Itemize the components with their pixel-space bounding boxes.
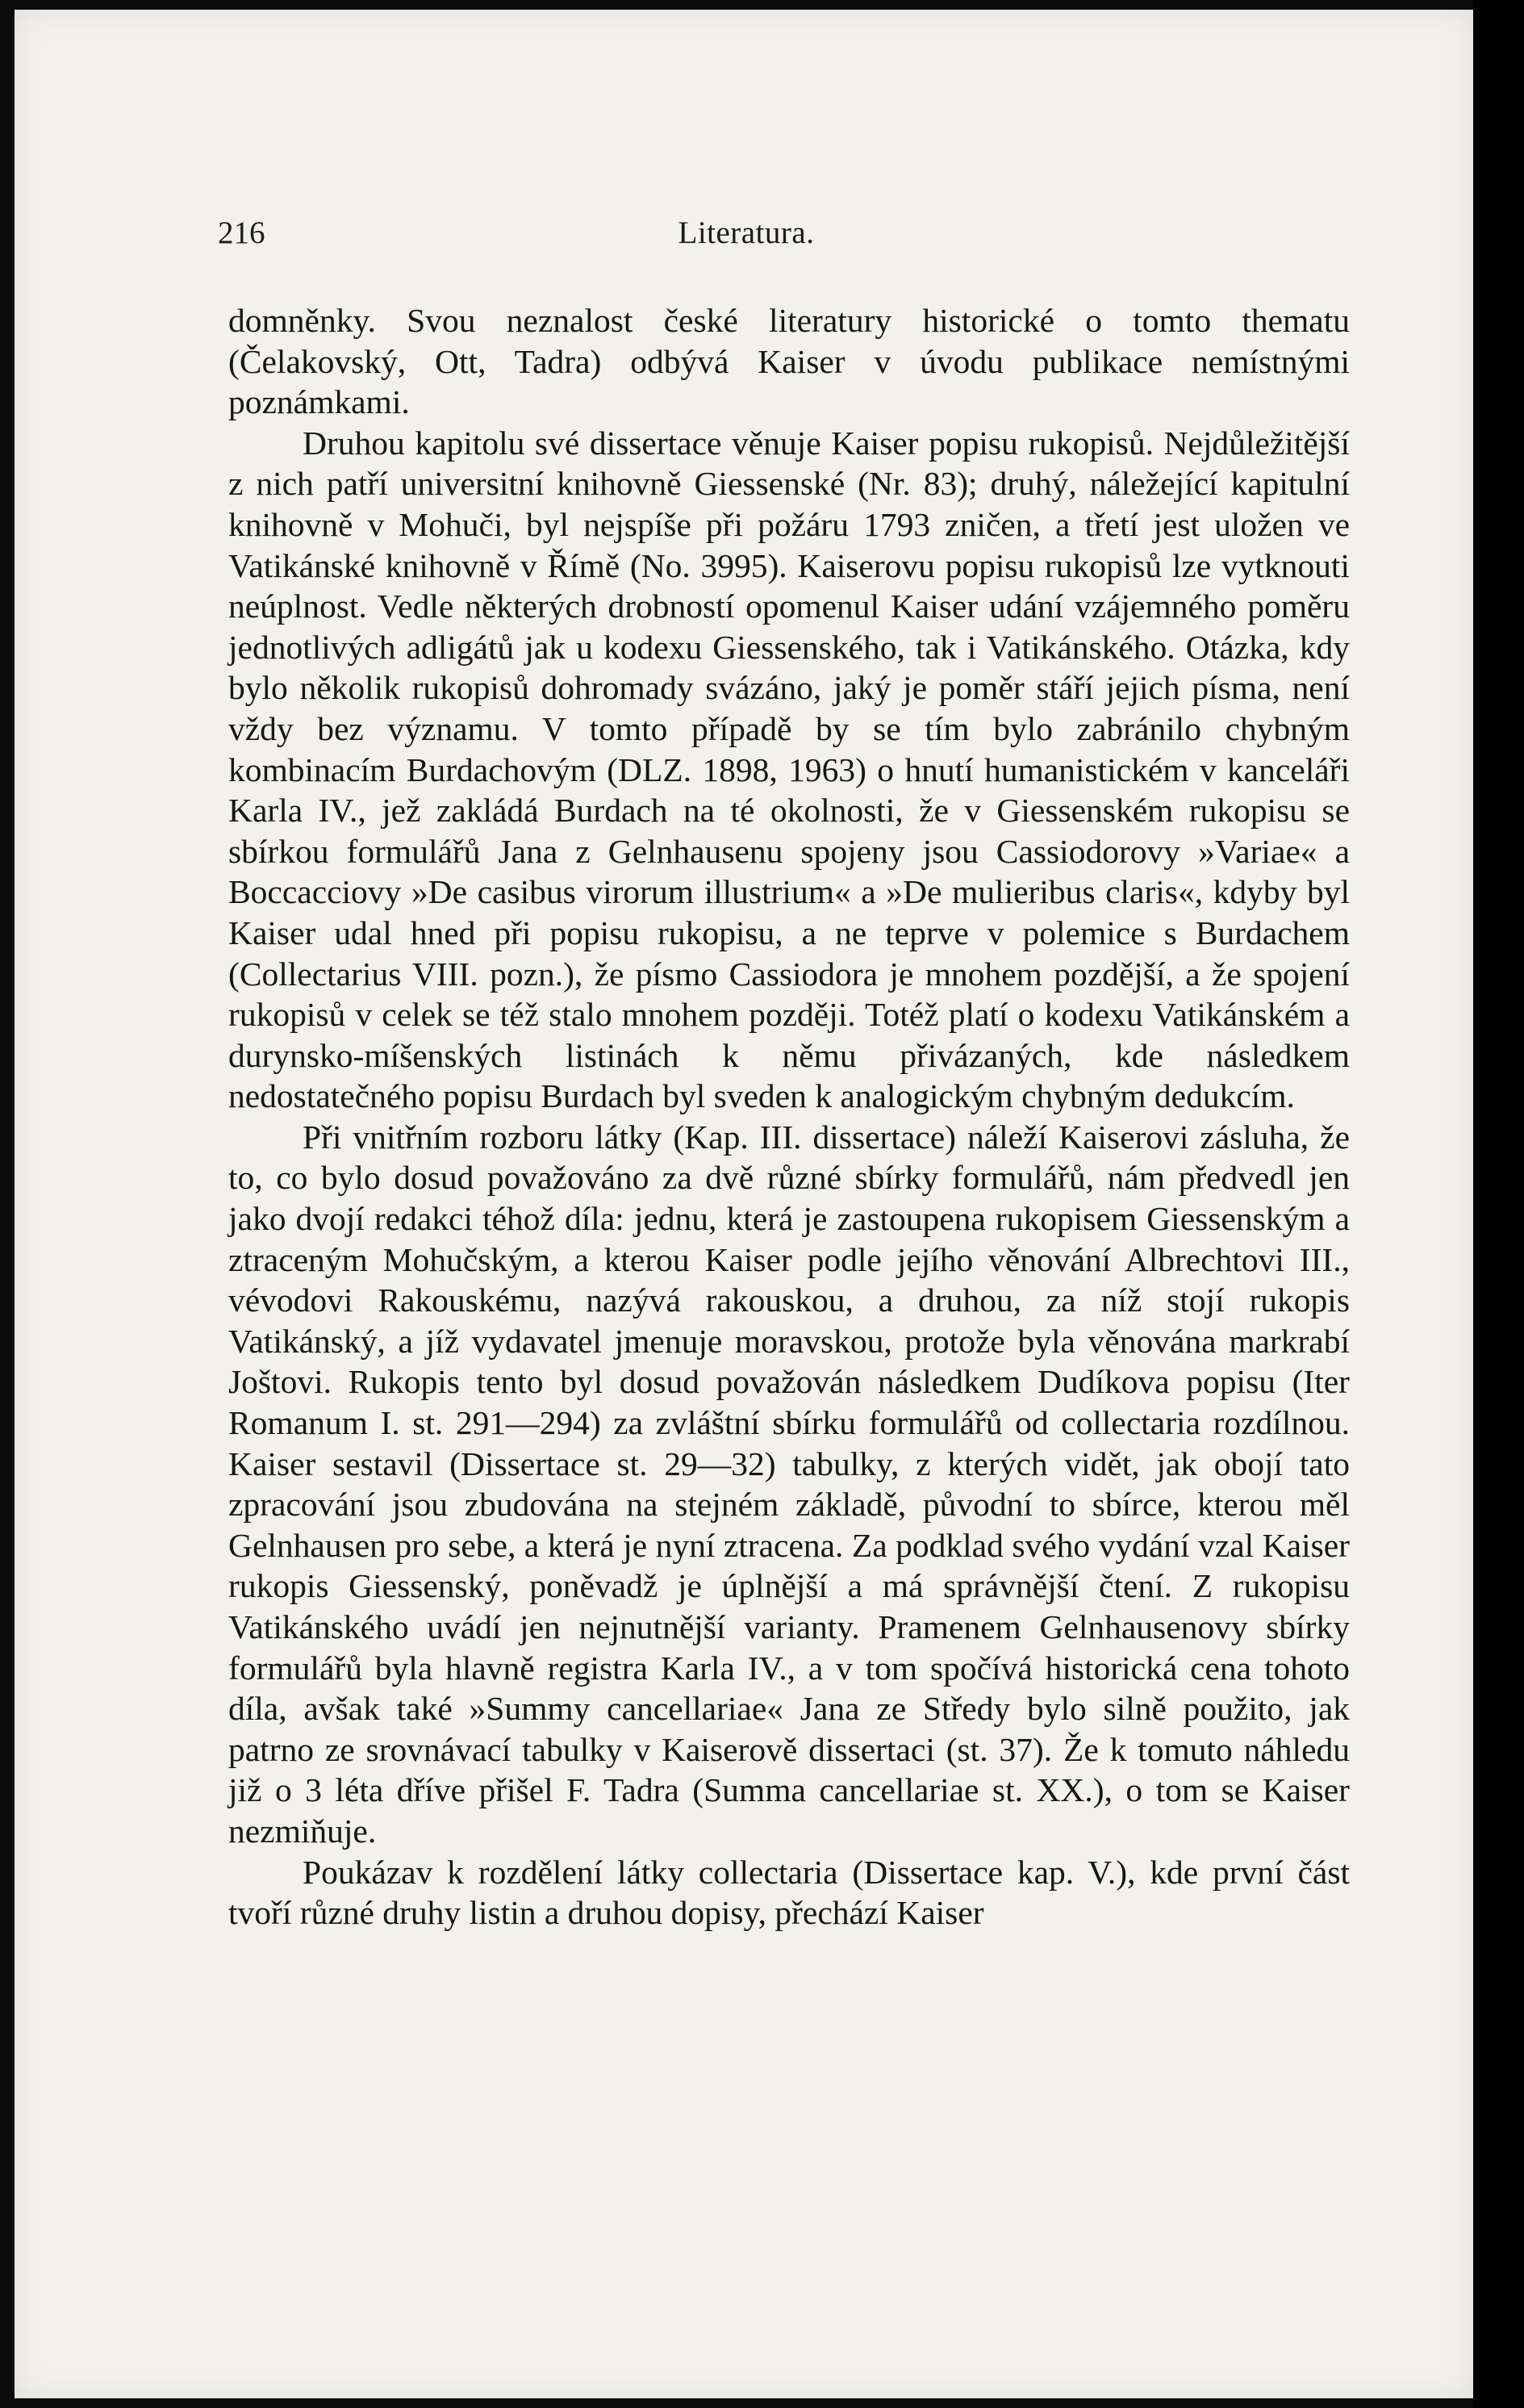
paragraph-1: domněnky. Svou neznalost české literatury historické o tomto thematu (Čelakovský, Ott, Tadra) odbývá Kaiser v úvodu publikace nemístnými poznámkami. — [228, 302, 1350, 421]
paragraph-2: Druhou kapitolu své dissertace věnuje Kaiser popisu rukopisů. Nejdůležitější z nich patří universitní knihovně Giessenské (Nr. 83); druhý, náležející kapitulní knihovně v Mohuči, byl nejspíše při požáru 1793 zničen, a třetí jest uložen ve Vatikánské knihovně v Římě (No. 3995). Kaiserovu popisu rukopisů lze vytknouti neúplnost. Vedle některých drobností opomenul Kaiser udání vzájemného poměru jednotlivých adligátů jak u kodexu Giessenského, tak i Vatikánského. Otázka, kdy bylo několik rukopisů dohromady svázáno, jaký je poměr stáří jejich písma, není vždy bez významu. V tomto případě by se tím bylo zabránilo chybným kombinacím Burdachovým (DLZ. 1898, 1963) o hnutí humanistickém v kanceláři Karla IV., jež zakládá Burdach na té okolnosti, že v Giessenském rukopisu se sbírkou formulářů Jana z Gelnhausenu spojeny jsou Cassiodorovy »Variae« a Boccacciovy »De casibus virorum illustrium« a »De mulieribus claris«, kdyby byl Kaiser udal hned při popisu rukopisu, a ne teprve v polemice s Burdachem (Collectarius VIII. pozn.), že písmo Cassiodora je mnohem pozdější, a že spojení rukopisů v celek se též stalo mnohem později. Totéž platí o kodexu Vatikánském a durynsko-míšenských listinách k němu přivázaných, kde následkem nedostatečného popisu Burdach byl sveden k analogickým chybným dedukcím. — [228, 424, 1350, 1115]
page-header — [218, 215, 1275, 263]
running-title: Literatura. — [678, 215, 815, 250]
text-body — [228, 300, 1350, 1934]
page-number: 216 — [218, 215, 265, 250]
scan-border — [1473, 0, 1524, 2408]
paragraph-3: Při vnitřním rozboru látky (Kap. III. dissertace) náleží Kaiserovi zásluha, že to, co bylo dosud považováno za dvě různé sbírky formulářů, nám předvedl jen jako dvojí redakci téhož díla: jednu, která je zastoupena rukopisem Giessenským a ztraceným Mohučským, a kterou Kaiser podle jejího věnování Albrechtovi III., vévodovi Rakouskému, nazývá rakouskou, a druhou, za níž stojí rukopis Vatikánský, a jíž vydavatel jmenuje moravskou, protože byla věnována markrabí Joštovi. Rukopis tento byl dosud považován následkem Dudíkova popisu (Iter Romanum I. st. 291—294) za zvláštní sbírku formulářů od collectaria rozdílnou. Kaiser sestavil (Dissertace st. 29—32) tabulky, z kterých vidět, jak obojí tato zpracování jsou zbudována na stejném základě, původní to sbírce, kterou měl Gelnhausen pro sebe, a která je nyní ztracena. Za podklad svého vydání vzal Kaiser rukopis Giessenský, poněvadž je úplnější a má správnější čtení. Z rukopisu Vatikánského uvádí jen nejnutnější varianty. Pramenem Gelnhausenovy sbírky formulářů byla hlavně registra Karla IV., a v tom spočívá historická cena tohoto díla, avšak také »Summy cancellariae« Jana ze Středy bylo silně použito, jak patrno ze srovnávací tabulky v Kaiserově dissertaci (st. 37). Že k tomuto náhledu již o 3 léta dříve přišel F. Tadra (Summa cancellariae st. XX.), o tom se Kaiser nezmiňuje. — [228, 1118, 1350, 1850]
paragraph-4: Poukázav k rozdělení látky collectaria (Dissertace kap. V.), kde první část tvoří různé druhy listin a druhou dopisy, přechází Kaiser — [228, 1853, 1350, 1932]
